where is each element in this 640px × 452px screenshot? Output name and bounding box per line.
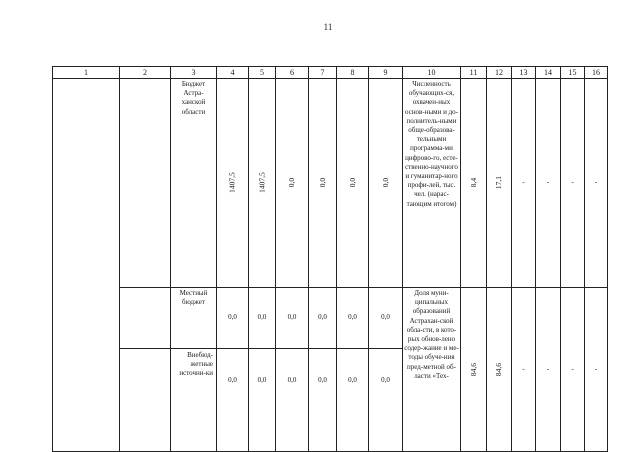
cell-local-col4: 0,0	[228, 313, 237, 322]
cell-local-col7: 0,0	[318, 313, 327, 322]
cell-indicator2-col11: 84,6	[468, 362, 478, 377]
cell-regional-col5: 1407,5	[257, 172, 267, 194]
cell-indicator1-col12: 17,1	[494, 176, 504, 190]
cell-indicator2-col13: -	[522, 364, 525, 373]
cell-indicator1-col14: -	[546, 178, 550, 187]
header-col-2: 2	[143, 67, 147, 77]
header-col-3: 3	[191, 67, 196, 77]
cell-local-col5: 0,0	[257, 313, 267, 322]
header-col-7: 7	[320, 67, 325, 77]
cell-indicator1-col16: -	[594, 178, 598, 187]
funding-source-local-budget: Местный бюджет	[179, 289, 208, 307]
header-col-8: 8	[350, 67, 355, 77]
col-divider	[402, 67, 403, 451]
cell-extra-col8: 0,0	[348, 376, 357, 385]
cell-extra-col7: 0,0	[318, 376, 327, 385]
indicator-students-enrolled: Численность обучающих-ся, охвачен-ных основ-ными и до-полнитель-ными обще-образова-тельными программа-ми цифрово-го, есте-ственно-научного и гуманитар-ного профи-лей, тыс. чел. (нарас-тающим итогом)	[405, 80, 458, 208]
cell-extra-col5: 0,0	[257, 376, 267, 385]
header-col-13: 13	[519, 67, 528, 77]
indicator-municipalities-updated: Доля муни-ципальных образований Астрахан-ской обла-сти, в кото-рых обнов-лено содер-жание и ме-тоды обуче-ния пред-метной об-ласти «Тех-	[404, 289, 459, 380]
header-col-5: 5	[260, 67, 264, 77]
header-col-10: 10	[427, 67, 436, 77]
header-col-11: 11	[469, 67, 478, 77]
header-col-15: 15	[568, 67, 577, 77]
header-col-16: 16	[592, 67, 600, 77]
cell-regional-col4: 1407,5	[227, 172, 237, 194]
cell-indicator2-col12: 84,6	[494, 362, 504, 377]
cell-indicator2-col16: -	[594, 364, 598, 373]
col-divider	[170, 67, 171, 451]
funding-source-extra-budgetary: Внебюд-жетные источни-ки	[179, 351, 213, 378]
cell-extra-col9: 0,0	[381, 376, 390, 385]
col-divider	[119, 67, 120, 451]
cell-local-col9: 0,0	[381, 313, 390, 322]
cell-regional-col7: 0,0	[317, 178, 327, 188]
cell-regional-col8: 0,0	[347, 178, 357, 188]
budget-indicator-table	[52, 66, 608, 452]
cell-indicator1-col11: 8,4	[468, 178, 478, 188]
cell-indicator2-col14: -	[546, 364, 550, 373]
cell-local-col8: 0,0	[348, 313, 357, 322]
cell-regional-col6: 0,0	[287, 178, 297, 188]
cell-indicator2-col15: -	[571, 364, 574, 373]
header-col-6: 6	[290, 67, 294, 77]
cell-extra-col6: 0,0	[287, 376, 297, 385]
cell-extra-col4: 0,0	[228, 376, 237, 385]
cell-indicator1-col15: -	[571, 178, 574, 187]
header-col-4: 4	[230, 67, 235, 77]
header-col-1: 1	[84, 67, 88, 77]
cell-local-col6: 0,0	[287, 313, 297, 322]
header-col-12: 12	[495, 67, 503, 77]
cell-regional-col9: 0,0	[380, 178, 390, 188]
funding-source-regional-budget: Бюджет Астра-ханской области	[181, 80, 206, 116]
cell-indicator1-col13: -	[522, 178, 525, 187]
header-col-14: 14	[544, 67, 552, 77]
page-number: 11	[323, 22, 333, 32]
header-col-9: 9	[383, 67, 388, 77]
